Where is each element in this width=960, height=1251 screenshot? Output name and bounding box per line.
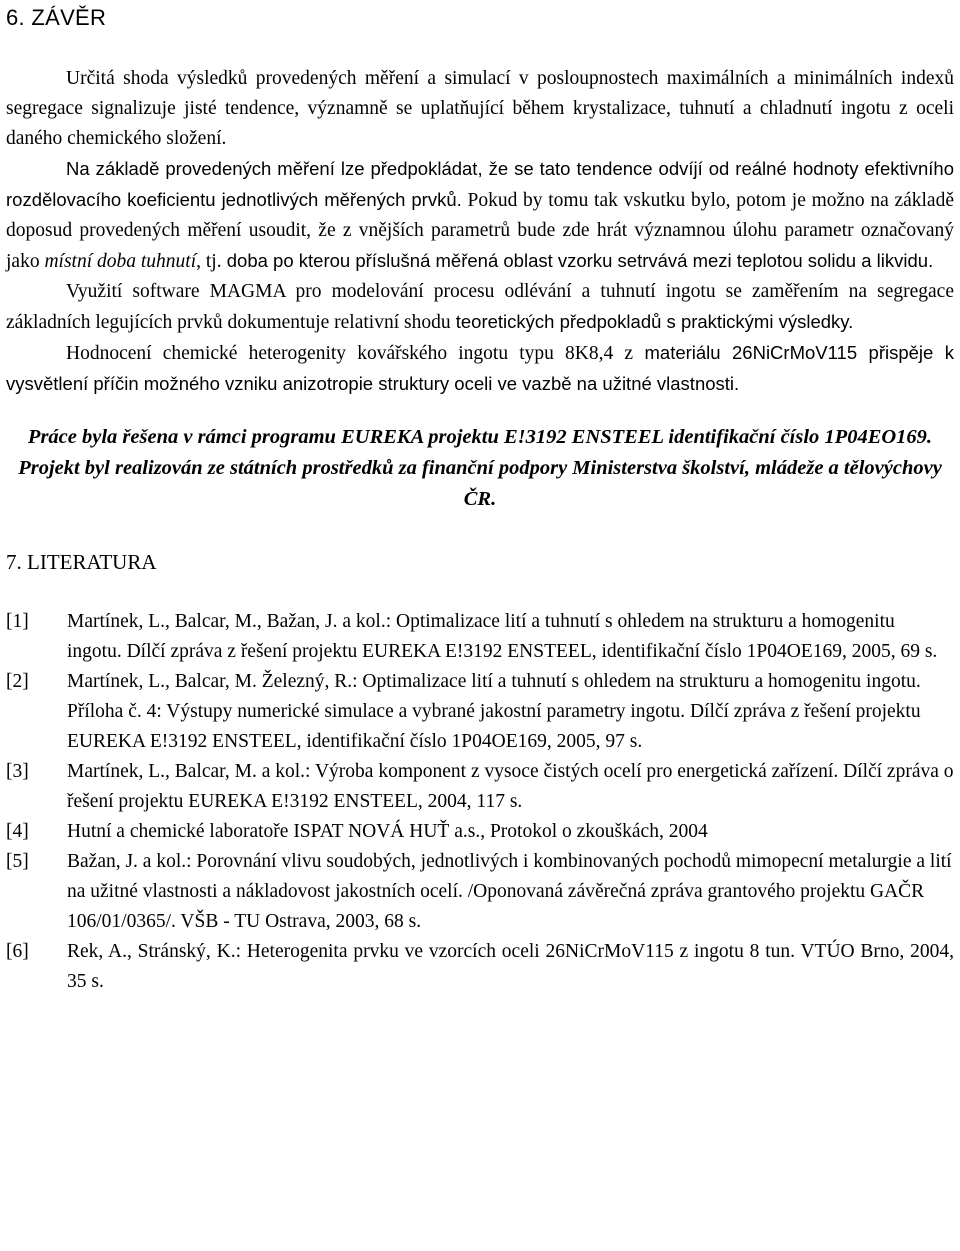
reference-number: [5] [6,851,29,872]
reference-text: Hutní a chemické laboratoře ISPAT NOVÁ HUŤ a.s., Protokol o zkouškách, 2004 [67,821,708,842]
reference-number: [2] [6,671,29,692]
paragraph-4-serif-part: Hodnocení chemické heterogenity kovářského ingotu typu 8K8,4 z [66,343,634,364]
paragraph-2-sans-part-a: Na základě provedených měření lze předpokládat, že se tato tendence odvíjí od reálné hodnoty efektivního rozdělovacího koeficientu jednotlivých měřených prvků. [6,158,954,210]
reference-item [6,757,954,817]
reference-item [6,817,954,847]
reference-number: [4] [6,821,29,842]
reference-text: Martínek, L., Balcar, M. a kol.: Výroba komponent z vysoce čistých ocelí pro energetická zařízení. Dílčí zpráva o řešení projektu EUREKA E!3192 ENSTEEL, 2004, 117 s. [67,761,954,812]
reference-number: [1] [6,611,29,632]
paragraph-4 [6,338,954,400]
paragraph-1: Určitá shoda výsledků provedených měření a simulací v posloupnostech maximálních a minimálních indexů segregace signalizuje jisté tendence, významně se uplatňující během krystalizace, tuhnutí a chladnutí ingotu z oceli daného chemického složení. [6,68,954,149]
reference-item [6,667,954,757]
paragraph-2 [6,154,954,277]
paragraph-2-serif-part-b: , tj. [196,251,222,272]
funding-acknowledgement: Práce byla řešena v rámci programu EUREKA projektu E!3192 ENSTEEL identifikační číslo 1P04EO169. Projekt byl realizován ze státních prostředků za finanční podpory Ministerstva školství, mládeže a tělovýchovy ČR. [18,426,942,510]
paragraph-4-sans-part: materiálu 26NiCrMoV115 přispěje k vysvětlení příčin možného vzniku anizotropie struktury oceli ve vazbě na užitné vlastnosti. [6,342,954,394]
paragraph-2-sans-part-b: doba po kterou příslušná měřená oblast vzorku setrvává mezi teplotou solidu a likvidu. [221,250,934,271]
reference-text: Rek, A., Stránský, K.: Heterogenita prvku ve vzorcích oceli 26NiCrMoV115 z ingotu 8 tun. VTÚO Brno, 2004, 35 s. [67,941,954,992]
reference-number: [6] [6,941,29,962]
paragraph-2-serif-part-a: Pokud by tomu tak vskutku bylo, potom je možno na základě doposud provedených měření usoudit, že z vnějších parametrů bude zde hrát významnou úlohu parametr označovaný jako [6,190,954,272]
paragraph-3-sans-part: teoretických předpokladů s praktickými výsledky. [450,311,854,332]
reference-text: Martínek, L., Balcar, M. Železný, R.: Optimalizace lití a tuhnutí s ohledem na strukturu a homogenitu ingotu. Příloha č. 4: Výstupy numerické simulace a vybrané jakostní parametry ingotu. Dílčí zpráva z řešení projektu EUREKA E!3192 ENSTEEL, identifikační číslo 1P04OE169, 2005, 97 s. [67,671,921,752]
paragraph-3 [6,277,954,338]
section-heading-literatura: 7. LITERATURA [6,550,157,574]
section-heading-zaver: 6. ZÁVĚR [6,5,107,30]
paragraph-3-serif-part: Využití software MAGMA pro modelování procesu odlévání a tuhnutí ingotu se zaměřením na segregace základních legujících prvků dokumentuje relativní shodu [6,281,954,333]
reference-item [6,847,954,937]
reference-item [6,937,954,997]
reference-list [6,607,954,997]
reference-text: Bažan, J. a kol.: Porovnání vlivu soudobých, jednotlivých i kombinovaných pochodů mimopecní metalurgie a lití na užitné vlastnosti a nákladovost jakostních ocelí. /Oponovaná závěrečná zpráva grantového projektu GAČR 106/01/0365/. VŠB - TU Ostrava, 2003, 68 s. [67,851,952,932]
reference-text: Martínek, L., Balcar, M., Bažan, J. a kol.: Optimalizace lití a tuhnutí s ohledem na strukturu a homogenitu ingotu. Dílčí zpráva z řešení projektu EUREKA E!3192 ENSTEEL, identifikační číslo 1P04OE169, 2005, 69 s. [67,611,938,662]
reference-item [6,607,954,667]
reference-number: [3] [6,761,29,782]
paragraph-2-italic-term: místní doba tuhnutí [44,251,197,272]
